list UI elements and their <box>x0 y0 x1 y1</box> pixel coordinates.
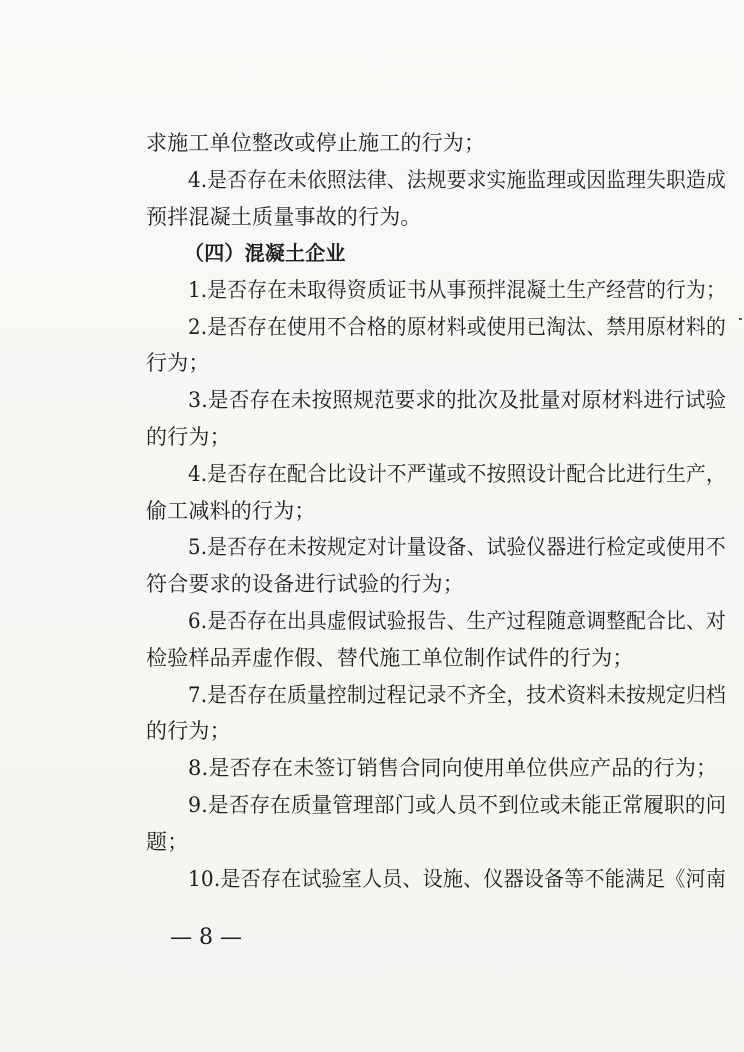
scan-speck <box>739 318 742 320</box>
text-line: 的行为； <box>146 719 231 743</box>
section-heading: （四）混凝土企业 <box>184 241 346 265</box>
text-line: 行为； <box>146 351 210 375</box>
text-line: 8.是否存在未签订销售合同向使用单位供应产品的行为； <box>188 756 718 780</box>
text-line: 的行为； <box>146 425 231 449</box>
text-line: 4.是否存在未依照法律、法规要求实施监理或因监理失职造成 <box>188 168 726 192</box>
text-line: 2.是否存在使用不合格的原材料或使用已淘汰、禁用原材料的 <box>188 315 726 339</box>
text-line: 1.是否存在未取得资质证书从事预拌混凝土生产经营的行为； <box>188 278 726 302</box>
page-number: — 8 — <box>170 925 242 950</box>
text-line: 4.是否存在配合比设计不严谨或不按照设计配合比进行生产， <box>188 462 726 486</box>
text-line: 题； <box>146 830 189 854</box>
text-line: 偷工减料的行为； <box>146 499 316 523</box>
text-line: 5.是否存在未按规定对计量设备、试验仪器进行检定或使用不 <box>188 535 726 559</box>
text-line: 6.是否存在出具虚假试验报告、生产过程随意调整配合比、对 <box>188 609 726 633</box>
text-line: 3.是否存在未按照规范要求的批次及批量对原材料进行试验 <box>188 388 727 412</box>
text-line: 求施工单位整改或停止施工的行为； <box>146 131 486 155</box>
text-line: 检验样品弄虚作假、替代施工单位制作试件的行为； <box>146 646 634 670</box>
text-line: 10.是否存在试验室人员、设施、仪器设备等不能满足《河南 <box>188 867 727 891</box>
text-line: 9.是否存在质量管理部门或人员不到位或未能正常履职的问 <box>188 793 727 817</box>
text-line: 符合要求的设备进行试验的行为； <box>146 572 464 596</box>
text-line: 7.是否存在质量控制过程记录不齐全，技术资料未按规定归档 <box>188 683 726 707</box>
text-line: 预拌混凝土质量事故的行为。 <box>146 205 422 229</box>
